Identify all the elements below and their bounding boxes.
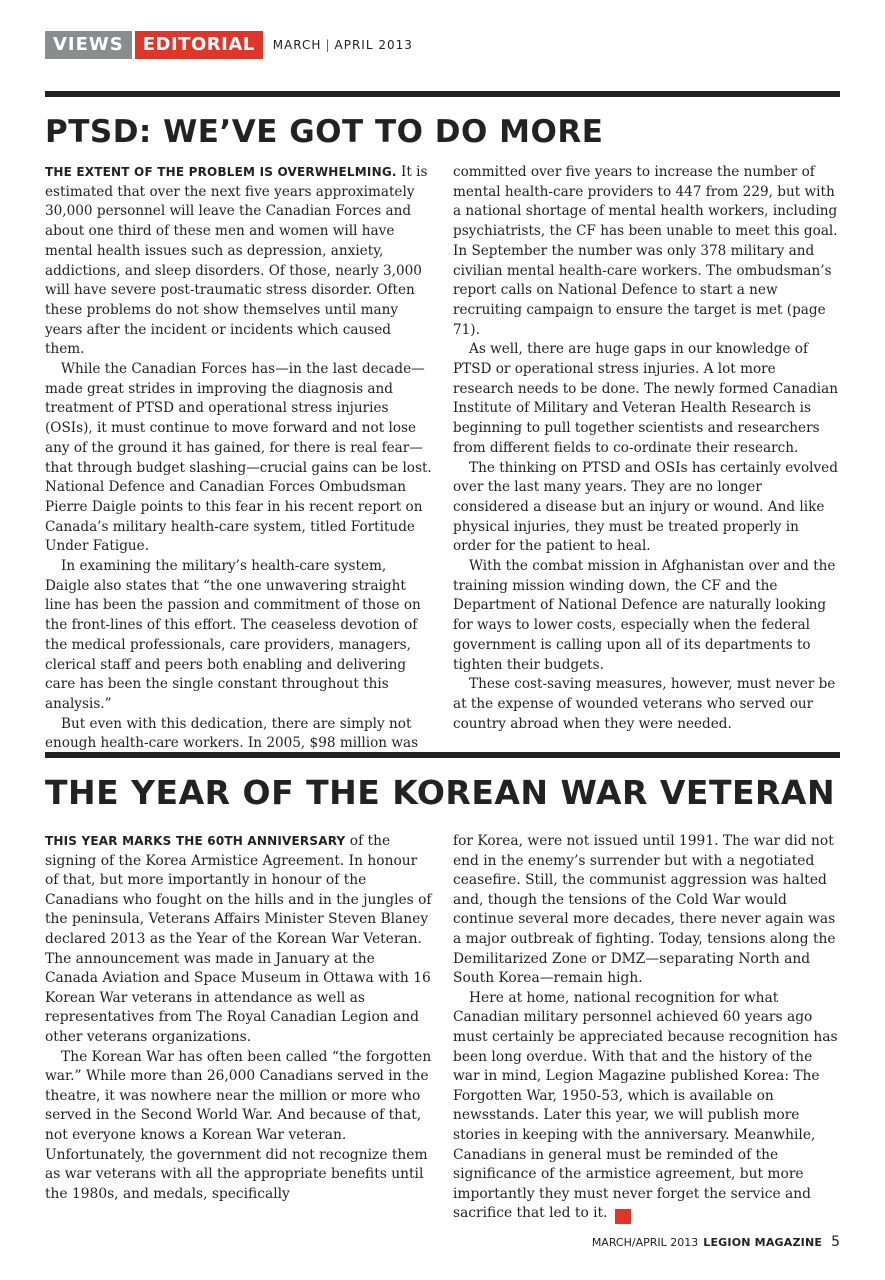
body-paragraph: committed over five years to increase the number of mental health-care providers to 447 from 229, but with a national shortage of mental health workers, including psychiatrists, the CF has been unable to meet this goal. In September the number was only 378 military and civilian mental health-care workers. The ombudsman’s report calls on National Defence to start a new recruiting campaign to ensure the target is met (page 71). [453, 164, 838, 338]
lead-in-text: THIS YEAR MARKS THE 60TH ANNIVERSARY [45, 834, 346, 848]
editorial-1-body [45, 163, 840, 754]
legion-magazine-end-mark-icon: LM [615, 1209, 631, 1224]
editorial-1-right-column [453, 163, 840, 754]
section-header [45, 31, 413, 59]
body-paragraph: But even with this dedication, there are simply not enough health-care workers. In 2005, $98 million was [45, 715, 419, 752]
body-paragraph: for Korea, were not issued until 1991. The war did not end in the enemy’s surrender but with a negotiated ceasefire. Still, the communist aggression was halted and, though the tensions of the Cold War would continue several more decades, there never again was a major outbreak of fighting. Today, tensions along the Demilitarized Zone or DMZ—separating North and South Korea—remain high. [453, 833, 836, 987]
issue-month-year: APRIL 2013 [334, 38, 413, 52]
issue-date-separator: | [325, 38, 331, 52]
editorial-2-headline: THE YEAR OF THE KOREAN WAR VETERAN [45, 773, 836, 812]
body-paragraph: The Korean War has often been called “the forgotten war.” While more than 26,000 Canadians served in the theatre, it was nowhere near the million or more who served in the Second World War. And because of that, not everyone knows a Korean War veteran. Unfortunately, the government did not recognize them as war veterans with all the appropriate benefits until the 1980s, and medals, specifically [45, 1048, 432, 1202]
editorial-2-body [45, 832, 840, 1224]
issue-date [273, 38, 413, 52]
footer-issue: MARCH/APRIL 2013 [591, 1236, 699, 1249]
page-footer [592, 1234, 840, 1250]
body-paragraph: The thinking on PTSD and OSIs has certainly evolved over the last many years. They are no longer considered a disease but an injury or wound. And like physical injuries, they must be treated properly in order for the patient to heal. [453, 459, 838, 555]
issue-month: MARCH [272, 38, 322, 52]
body-paragraph: These cost-saving measures, however, must never be at the expense of wounded veterans who served our country abroad when they were needed. [453, 676, 836, 732]
body-paragraph: THIS YEAR MARKS THE 60TH ANNIVERSARY of the signing of the Korea Armistice Agreement. In honour of that, but more importantly in honour of the Canadians who fought on the hills and in the jungles of the peninsula, Veterans Affairs Minister Steven Blaney declared 2013 as the Year of the Korean War Veteran. The announcement was made in January at the Canada Aviation and Space Museum in Ottawa with 16 Korean War veterans in attendance as well as representatives from The Royal Canadian Legion and other veterans organizations. [45, 833, 432, 1045]
lead-in-text: THE EXTENT OF THE PROBLEM IS OVERWHELMING. [45, 165, 397, 179]
editorial-1-left-column [45, 163, 432, 754]
body-paragraph: While the Canadian Forces has—in the last decade—made great strides in improving the diagnosis and treatment of PTSD and operational stress injuries (OSIs), it must continue to move forward and not lose any of the ground it has gained, for there is real fear—that through budget slashing—crucial gains can be lost. National Defence and Canadian Forces Ombudsman Pierre Daigle points to this fear in his recent report on Canada’s military health-care system, titled Fortitude Under Fatigue. [45, 361, 432, 555]
body-paragraph: With the combat mission in Afghanistan over and the training mission winding down, the CF and the Department of National Defence are naturally looking for ways to lower costs, especially when the federal government is calling upon all of its departments to tighten their budgets. [453, 558, 836, 673]
body-paragraph: THE EXTENT OF THE PROBLEM IS OVERWHELMING. It is estimated that over the next five years approximately 30,000 personnel will leave the Canadian Forces and about one third of these men and women will have mental health issues such as depression, anxiety, addictions, and sleep disorders. Of those, nearly 3,000 will have severe post-traumatic stress disorder. Often these problems do not show themselves until many years after the incident or incidents which caused them. [45, 164, 428, 358]
body-paragraph: In examining the military’s health-care system, Daigle also states that “the one unwavering straight line has been the passion and commitment of those on the front-lines of this effort. The ceaseless devotion of the medical professionals, care providers, managers, clerical staff and peers both enabling and delivering care has been the single constant throughout this analysis.” [45, 558, 421, 712]
editorial-2-right-column [453, 832, 840, 1224]
footer-magazine-name: LEGION MAGAZINE [703, 1236, 823, 1249]
body-paragraph: As well, there are huge gaps in our knowledge of PTSD or operational stress injuries. A lot more research needs to be done. The newly formed Canadian Institute of Military and Veteran Health Research is beginning to pull together scientists and researchers from different fields to co-ordinate their research. [453, 341, 838, 456]
body-paragraph: Here at home, national recognition for what Canadian military personnel achieved 60 years ago must certainly be appreciated because recognition has been long overdue. With that and the history of the war in mind, Legion Magazine published Korea: The Forgotten War, 1950-53, which is available on newsstands. Later this year, we will publish more stories in keeping with the anniversary. Meanwhile, Canadians in general must be reminded of the significance of the armistice agreement, but more importantly they must never forget the service and sacrifice that led to it. LM [453, 989, 840, 1225]
page-number: 5 [831, 1234, 840, 1250]
editorial-1-headline: PTSD: WE’VE GOT TO DO MORE [45, 114, 604, 150]
top-rule-editorial-1 [45, 91, 840, 97]
section-tag-editorial: EDITORIAL [135, 31, 263, 59]
top-rule-editorial-2 [45, 752, 840, 758]
editorial-2-left-column [45, 832, 432, 1224]
section-tag-views: VIEWS [45, 31, 132, 59]
